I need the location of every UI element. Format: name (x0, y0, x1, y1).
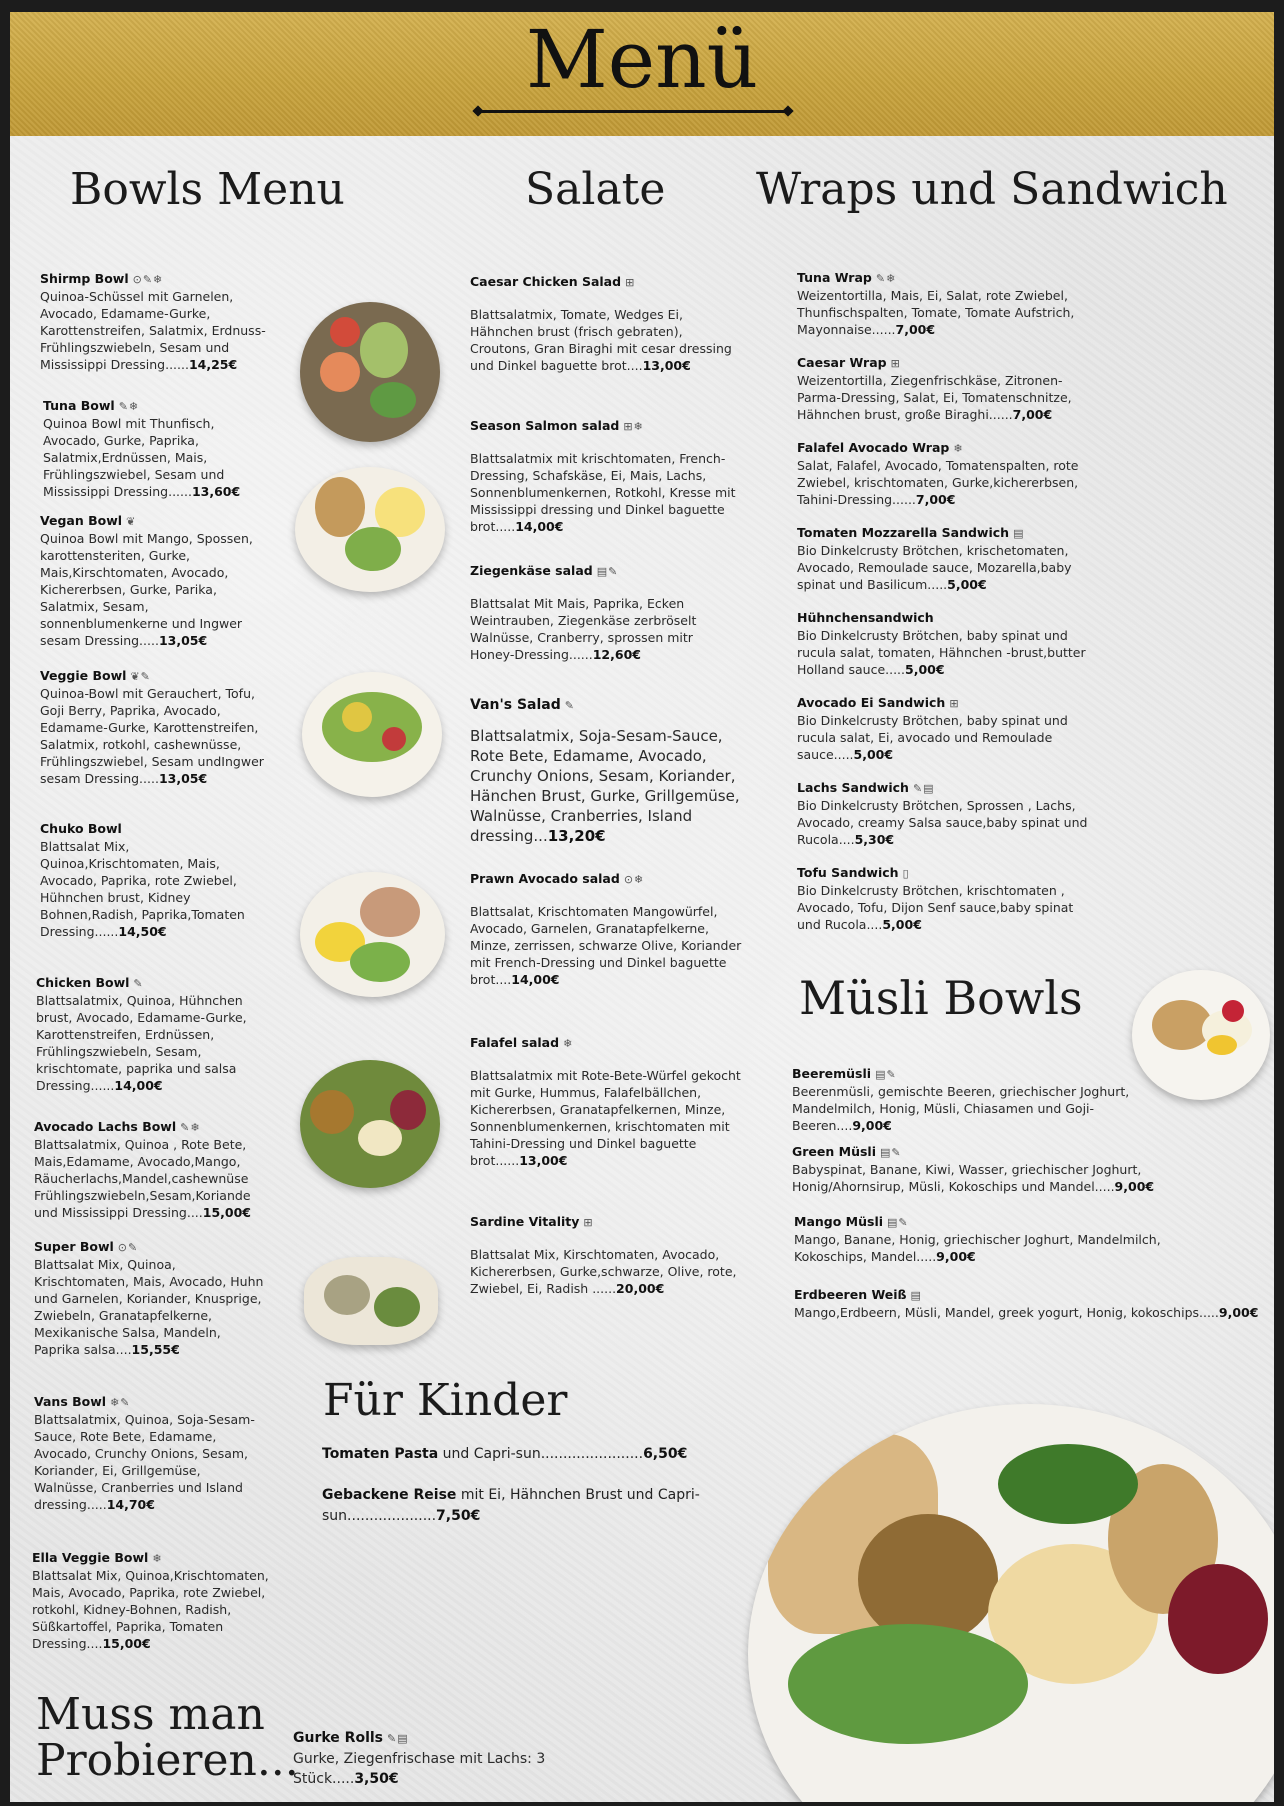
item-desc: Bio Dinkelcrusty Brötchen, Sprossen , Lachs, Avocado, creamy Salsa sauce,baby spinat und Rucola.... (797, 798, 1088, 847)
muss-title-line2: Probieren... (36, 1735, 299, 1786)
title-underline (478, 110, 788, 113)
diet-icons: ▯ (902, 867, 910, 880)
item-price: 12,60€ (592, 647, 641, 662)
diet-icons: ❄✎ (110, 1396, 131, 1409)
diet-icons: ✎❄ (180, 1121, 201, 1134)
item-price: 13,00€ (519, 1153, 568, 1168)
item-price: 13,60€ (191, 484, 241, 499)
kinder-item (322, 1444, 722, 1465)
item-price: 15,00€ (202, 1205, 251, 1220)
salad-item (470, 696, 748, 846)
item-desc: Beerenmüsli, gemischte Beeren, griechischer Joghurt, Mandelmilch, Honig, Müsli, Chiasamen und Goji-Beeren.... (792, 1084, 1130, 1133)
diet-icons: ⊞ (890, 357, 901, 370)
bowl-item (32, 1549, 278, 1652)
item-price: 15,55€ (131, 1342, 180, 1357)
diet-icons: ▤ (1013, 527, 1025, 540)
item-price: 13,00€ (642, 358, 691, 373)
leaf-icon: ❦ (126, 515, 137, 528)
item-name: Van's Salad (470, 697, 561, 713)
item-desc: Blattsalat Mit Mais, Paprika, Ecken Weintrauben, Ziegenkäse zerbröselt Walnüsse, Cranberry, sprossen mitr Honey-Dressing...... (470, 596, 697, 662)
diet-icons: ▤✎ (887, 1216, 909, 1229)
item-price: 13,05€ (158, 633, 208, 648)
item-desc: Babyspinat, Banane, Kiwi, Wasser, griechischer Joghurt, Honig/Ahornsirup, Müsli, Kokoschips und Mandel..... (792, 1162, 1142, 1194)
wrap-photo (304, 1257, 438, 1345)
item-desc: Blattsalatmix, Quinoa, Soja-Sesam-Sauce, Rote Bete, Edamame, Avocado, Crunchy Onions, Sesam, Koriander, Ei, Grillgemüse, Walnüsse, Cranberries und Island dressing..... (34, 1412, 255, 1512)
item-name: Avocado Ei Sandwich (797, 695, 946, 710)
item-price: 14,00€ (515, 519, 564, 534)
falafel-salad-photo (300, 1060, 440, 1188)
wrap-item (797, 354, 1097, 423)
muesli-item (792, 1143, 1172, 1195)
item-name: Gurke Rolls (293, 1730, 383, 1746)
item-desc: Bio Dinkelcrusty Brötchen, baby spinat und rucula salat, Ei, avocado und Remoulade sauce..... (797, 713, 1068, 762)
diet-icons: ▤✎ (879, 1146, 902, 1159)
item-desc: Blattsalatmix, Tomate, Wedges Ei, Hähnchen brust (frisch gebraten), Croutons, Gran Biraghi mit cesar dressing und Dinkel baguette brot.... (470, 307, 732, 373)
item-price: 9,00€ (936, 1249, 976, 1264)
big-falafel-bowl-photo (748, 1404, 1274, 1802)
diet-icons: ❄ (953, 442, 964, 455)
kinder-title: Für Kinder (323, 1375, 568, 1426)
item-price: 14,25€ (188, 357, 238, 372)
diet-icons: ❦✎ (130, 670, 151, 683)
item-desc: Blattsalat Mix, Quinoa, Krischtomaten, Mais, Avocado, Huhn und Garnelen, Koriander, Knusprige, Zwiebeln, Granatapfelkerne, Mexikanische Salsa, Mandeln, Paprika salsa.... (34, 1257, 264, 1357)
wrap-item (797, 439, 1097, 508)
wrap-item (797, 524, 1097, 593)
diet-icons: ⊞ (583, 1216, 594, 1229)
item-price: 14,00€ (114, 1078, 163, 1093)
item-desc: mit Ei, Hähnchen Brust und Capri-sun.................... (322, 1487, 700, 1524)
item-desc: Blattsalat, Krischtomaten Mangowürfel, Avocado, Garnelen, Granatapfelkerne, Minze, zerrissen, schwarze Olive, Koriander mit French-Dressing und Dinkel baguette brot.... (470, 904, 742, 987)
item-name: Tofu Sandwich (797, 865, 899, 880)
bowl-item (40, 512, 270, 649)
item-price: 14,70€ (106, 1497, 155, 1512)
salad-item (470, 1213, 745, 1297)
item-name: Veggie Bowl (40, 668, 127, 683)
item-price: 7,00€ (895, 322, 936, 337)
item-desc: Mango,Erdbeern, Müsli, Mandel, greek yogurt, Honig, kokoschips..... (794, 1305, 1219, 1320)
diet-icons: ❄ (152, 1552, 163, 1565)
item-price: 6,50€ (643, 1446, 688, 1462)
muss-title-line1: Muss man (36, 1689, 265, 1740)
item-desc: Weizentortilla, Ziegenfrischkäse, Zitronen-Parma-Dressing, Salat, Ei, Tomatenschnitze, Hähnchen brust, große Biraghi...... (797, 373, 1072, 422)
diet-icons: ✎❄ (118, 400, 140, 413)
item-name: Tomaten Pasta (322, 1446, 439, 1462)
item-name: Tuna Bowl (43, 398, 115, 413)
bowl-item (40, 820, 260, 940)
item-price: 7,00€ (915, 492, 956, 507)
wrap-item (797, 779, 1097, 848)
item-price: 5,00€ (882, 917, 922, 932)
item-price: 7,50€ (436, 1508, 481, 1524)
header-banner (10, 12, 1274, 136)
diet-icons: ⊙❄ (623, 873, 645, 886)
item-name: Gebackene Reise (322, 1487, 457, 1503)
salad-cranberry-photo (302, 672, 442, 797)
item-name: Sardine Vitality (470, 1214, 580, 1229)
item-name: Ella Veggie Bowl (32, 1550, 149, 1565)
item-price: 5,00€ (853, 747, 894, 762)
salad-item (470, 1034, 745, 1169)
item-desc: Blattsalat Mix, Quinoa,Krischtomaten, Mais, Avocado, Paprika, rote Zwiebel, Hühnchen brust, Kidney Bohnen,Radish, Paprika,Tomaten Dressing...... (40, 839, 245, 939)
wraps-title: Wraps und Sandwich (756, 164, 1228, 215)
salate-title: Salate (525, 164, 666, 215)
bowl-item (40, 270, 270, 373)
item-price: 5,00€ (947, 577, 987, 592)
item-price: 15,00€ (102, 1636, 151, 1651)
item-desc: Blattsalatmix mit krischtomaten, French-Dressing, Schafskäse, Ei, Mais, Lachs, Sonnenblumenkernen, Rotkohl, Kresse mit Mississippi dressing und Dinkel baguette brot..... (470, 451, 736, 534)
item-price: 9,00€ (1218, 1305, 1259, 1320)
wrap-item (797, 864, 1097, 933)
item-name: Green Müsli (792, 1144, 876, 1159)
item-desc: Blattsalatmix, Soja-Sesam-Sauce, Rote Bete, Edamame, Avocado, Crunchy Onions, Sesam, Koriander, Hänchen Brust, Gurke, Grillgemüse, Walnüsse, Cranberries, Island dressing... (470, 727, 740, 845)
bowl-item (34, 1393, 260, 1513)
muesli-photo (1132, 970, 1270, 1100)
item-name: Ziegenkäse salad (470, 563, 593, 578)
item-name: Caesar Chicken Salad (470, 274, 622, 289)
item-price: 13,05€ (158, 771, 208, 786)
item-desc: Bio Dinkelcrusty Brötchen, krischetomaten, Avocado, Remoulade sauce, Mozarella,baby spinat und Basilicum..... (797, 543, 1072, 592)
salad-item (470, 870, 745, 988)
kinder-item (322, 1485, 722, 1527)
item-name: Shirmp Bowl (40, 271, 129, 286)
diet-icons: ▤✎ (596, 565, 619, 578)
diet-icons: ✎▤ (912, 782, 935, 795)
salad-item (470, 562, 740, 663)
item-price: 20,00€ (616, 1281, 665, 1296)
wrap-item (797, 609, 1097, 678)
page-title: Menü (525, 13, 759, 106)
item-price: 9,00€ (852, 1118, 892, 1133)
diet-icons: ✎❄ (875, 272, 897, 285)
item-desc: Salat, Falafel, Avocado, Tomatenspalten, rote Zwiebel, krischtomaten, Gurke,kichererbsen, Tahini-Dressing...... (797, 458, 1079, 507)
item-desc: Quinoa-Schüssel mit Garnelen, Avocado, Edamame-Gurke, Karottenstreifen, Salatmix, Erdnuss-Frühlingszwiebeln, Sesam und Mississippi Dressing...... (40, 289, 266, 372)
item-price: 7,00€ (1012, 407, 1053, 422)
diet-icons: ✎ (564, 699, 575, 712)
bowl-item (43, 397, 265, 500)
item-name: Falafel Avocado Wrap (797, 440, 950, 455)
muesli-item (792, 1065, 1142, 1134)
item-price: 3,50€ (354, 1771, 399, 1787)
item-price: 13,20€ (547, 827, 606, 845)
diet-icons: ⊙✎ (117, 1241, 139, 1254)
wrap-item (797, 269, 1097, 338)
menu-sheet (10, 12, 1274, 1802)
muesli-item (794, 1213, 1174, 1265)
item-desc: Blattsalatmix, Quinoa, Hühnchen brust, Avocado, Edamame-Gurke, Karottenstreifen, Erdnüssen, Frühlingszwiebeln, Sesam, krischtomate, paprika und salsa Dressing...... (36, 993, 247, 1093)
item-desc: Quinoa Bowl mit Mango, Spossen, karottensteriten, Gurke, Mais,Kirschtomaten, Avocado, Kichererbsen, Gurke, Parika, Salatmix, Sesam, sonnenblumenkerne und Ingwer sesam Dressing..... (40, 531, 253, 648)
item-desc: Mango, Banane, Honig, griechischer Joghurt, Mandelmilch, Kokoschips, Mandel..... (794, 1232, 1161, 1264)
shrimp-bowl-photo (300, 302, 440, 442)
item-name: Vegan Bowl (40, 513, 123, 528)
bowl-item (40, 667, 270, 787)
bowl-item (36, 974, 262, 1094)
item-price: 14,50€ (118, 924, 167, 939)
diet-icons: ⊙✎❄ (132, 273, 164, 286)
diet-icons: ⊞ (625, 276, 636, 289)
item-desc: und Capri-sun....................... (438, 1446, 644, 1462)
item-name: Hühnchensandwich (797, 610, 934, 625)
gurke-rolls-item (293, 1728, 593, 1789)
muesli-title: Müsli Bowls (799, 971, 1083, 1025)
item-name: Tuna Wrap (797, 270, 872, 285)
salad-tuna-photo (300, 872, 445, 997)
item-desc: Blattsalat Mix, Kirschtomaten, Avocado, Kichererbsen, Gurke,schwarze, Olive, rote, Zwiebel, Ei, Radish ...... (470, 1247, 737, 1296)
item-desc: Bio Dinkelcrusty Brötchen, baby spinat und rucula salat, tomaten, Hähnchen -brust,butter Holland sauce..... (797, 628, 1086, 677)
item-desc: Weizentortilla, Mais, Ei, Salat, rote Zwiebel, Thunfischspalten, Tomate, Tomate Aufstrich, Mayonnaise...... (797, 288, 1075, 337)
item-name: Mango Müsli (794, 1214, 884, 1229)
item-name: Lachs Sandwich (797, 780, 909, 795)
item-price: 5,00€ (905, 662, 945, 677)
diet-icons: ⊞ (949, 697, 960, 710)
bowls-title: Bowls Menu (70, 164, 345, 215)
diet-icons: ✎ (133, 977, 144, 990)
salad-item (470, 273, 740, 374)
item-desc: Blattsalat Mix, Quinoa,Krischtomaten, Mais, Avocado, Paprika, rote Zwiebel, rotkohl, Kidney-Bohnen, Radish, Süßkartoffel, Paprika, Tomaten Dressing.... (32, 1568, 269, 1651)
salad-egg-photo (295, 467, 445, 592)
item-desc: Blattsalatmix, Quinoa , Rote Bete, Mais,Edamame, Avocado,Mango, Räucherlachs,Mandel,cashewnüse Frühlingszwiebeln,Sesam,Koriande und Mississippi Dressing.... (34, 1137, 251, 1220)
item-name: Super Bowl (34, 1239, 114, 1254)
item-desc: Quinoa-Bowl mit Gerauchert, Tofu, Goji Berry, Paprika, Avocado, Edamame-Gurke, Karottenstreifen, Salatmix, rotkohl, cashewnüsse, Frühlingszwiebel, Sesam undIngwer sesam Dressing..... (40, 686, 264, 786)
bowl-item (34, 1118, 264, 1221)
wrap-item (797, 694, 1097, 763)
item-name: Falafel salad (470, 1035, 560, 1050)
item-name: Vans Bowl (34, 1394, 107, 1409)
diet-icons: ▤ (910, 1289, 922, 1302)
diet-icons: ✎▤ (387, 1732, 409, 1745)
salad-item (470, 417, 740, 535)
item-price: 14,00€ (511, 972, 560, 987)
diet-icons: ⊞❄ (623, 420, 644, 433)
item-name: Caesar Wrap (797, 355, 887, 370)
item-name: Erdbeeren Weiß (794, 1287, 907, 1302)
item-name: Chuko Bowl (40, 821, 122, 836)
item-name: Avocado Lachs Bowl (34, 1119, 177, 1134)
muesli-item (794, 1286, 1264, 1321)
item-desc: Bio Dinkelcrusty Brötchen, krischtomaten , Avocado, Tofu, Dijon Senf sauce,baby spinat und Rucola.... (797, 883, 1074, 932)
diet-icons: ▤✎ (875, 1068, 897, 1081)
item-name: Tomaten Mozzarella Sandwich (797, 525, 1010, 540)
item-desc: Quinoa Bowl mit Thunfisch, Avocado, Gurke, Paprika, Salatmix,Erdnüssen, Mais, Frühlingszwiebel, Sesam und Mississippi Dressing...... (43, 416, 225, 499)
item-name: Season Salmon salad (470, 418, 620, 433)
item-name: Chicken Bowl (36, 975, 130, 990)
item-price: 9,00€ (1114, 1179, 1155, 1194)
diet-icons: ❄ (563, 1037, 574, 1050)
item-name: Prawn Avocado salad (470, 871, 620, 886)
item-price: 5,30€ (854, 832, 895, 847)
bowl-item (34, 1238, 264, 1358)
item-desc: Blattsalatmix mit Rote-Bete-Würfel gekocht mit Gurke, Hummus, Falafelbällchen, Kichererbsen, Granatapfelkernen, Minze, Sonnenblumenkernen, krischtomaten mit Tahini-Dressing und Dinkel baguette brot...... (470, 1068, 741, 1168)
item-name: Beeremüsli (792, 1066, 872, 1081)
item-desc: Gurke, Ziegenfrischase mit Lachs: 3 Stück..... (293, 1751, 546, 1787)
